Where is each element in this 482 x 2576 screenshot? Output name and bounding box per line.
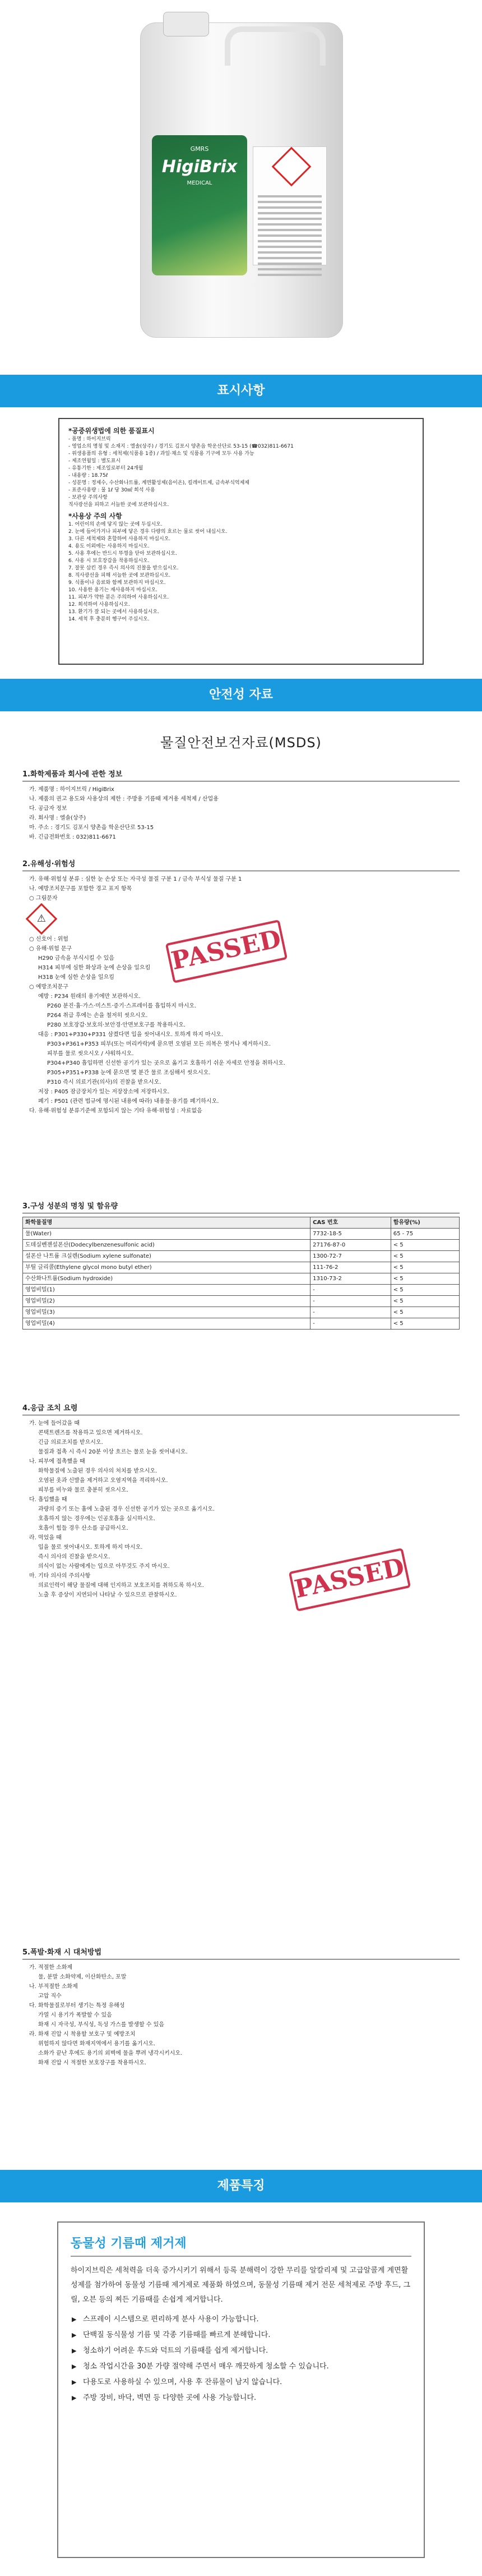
table-cell: < 5 [391, 1273, 459, 1285]
corrosion-pictogram-icon: ⚠ [26, 903, 58, 935]
msds-line: 라. 화재 진압 시 착용할 보호구 및 예방조치 [29, 2031, 136, 2037]
feature-item: ▶ 청소 작업시간을 30분 가량 절약해 주면서 매우 깨끗하게 청소할 수 있습니다. [71, 2360, 411, 2373]
table-cell: 111-76-2 [310, 1262, 391, 1273]
corrosive-icon [272, 147, 312, 187]
msds-line: 입을 물로 씻어내시오. 토하게 하지 마시오. [38, 1544, 143, 1551]
label-line: - 영업소의 명칭 및 소재지 : 엘솔(상주) / 경기도 김포시 양촌읍 학운산단로 53-15 (☎032)811-6671 [68, 444, 294, 449]
caution-line: 10. 사용한 용기는 재사용하지 마십시오. [68, 587, 158, 593]
msds-line: 긴급 의료조치를 받으시오. [38, 1439, 103, 1446]
canister-cap [163, 12, 209, 36]
table-cell: 설폰산 나트륨 크실렌(Sodium xylene sulfonate) [23, 1251, 310, 1262]
table-cell: 65 - 75 [391, 1229, 459, 1240]
msds-line: 가. 눈에 들어갔을 때 [29, 1420, 80, 1427]
msds-line: P260 분진·흄·가스·미스트·증기·스프레이를 흡입하지 마시오. [47, 1003, 197, 1009]
msds-line: 화학물질에 노출된 경우 의사의 처치를 받으시오. [38, 1468, 157, 1474]
msds-line: 위험하지 않다면 화재지역에서 용기를 옮기시오. [38, 2041, 156, 2047]
msds-line: 콘택트렌즈를 착용하고 있으면 제거하시오. [38, 1430, 143, 1436]
table-cell: - [310, 1307, 391, 1318]
msds-line: 화재 진압 시 적절한 보호장구를 착용하시오. [38, 2060, 146, 2066]
msds-line: 마. 기타 의사의 주의사항 [29, 1573, 91, 1579]
table-cell: 수산화나트륨(Sodium hydroxide) [23, 1273, 310, 1285]
table-cell: 영업비밀(4) [23, 1318, 310, 1330]
feature-item: ▶ 스프레이 시스템으로 편리하게 분사 사용이 가능합니다. [71, 2313, 411, 2326]
label-line: - 위생용품의 유형 : 세척제(식품용 1종) / 과일·채소 및 식품용 기구에 모두 사용 가능 [68, 451, 254, 457]
section-title: 2.유해성·위험성 [22, 858, 460, 871]
section-header-label: 표시사항 [0, 375, 482, 407]
msds-line: 다. 유해·위험성 분류기준에 포함되지 않는 기타 유해·위험성 : 자료없음 [29, 1108, 202, 1114]
label-line: - 표준사용량 : 물 1ℓ 당 30㎖ 희석 사용 [68, 487, 155, 493]
caution-line: 5. 사용 후에는 반드시 뚜껑을 닫아 보관하십시오. [68, 551, 177, 556]
caution-line: 4. 용도 이외에는 사용하지 마십시오. [68, 544, 150, 549]
table-cell: < 5 [391, 1296, 459, 1307]
table-cell: 도데실벤젠설폰산(Dodecylbenzenesulfonic acid) [23, 1240, 310, 1251]
divider [71, 2256, 411, 2257]
msds-line: 피부를 비누와 물로 충분히 씻으시오. [38, 1487, 128, 1493]
table-cell: - [310, 1285, 391, 1296]
msds-line: P305+P351+P338 눈에 묻으면 몇 분간 물로 조심해서 씻으시오. [47, 1070, 211, 1076]
table-row [23, 1285, 460, 1296]
table-cell: 영업비밀(2) [23, 1296, 310, 1307]
canister [140, 22, 343, 338]
msds-line: ○ 신호어 : 위험 [29, 936, 68, 942]
section-title: 4.응급 조치 요령 [22, 1402, 460, 1415]
label-line: 직사광선을 피하고 서늘한 곳에 보관하십시오. [68, 502, 169, 508]
msds-line: P303+P361+P353 피부(또는 머리카락)에 묻으면 오염된 모든 의복은 벗거나 제거하시오. [47, 1041, 271, 1047]
feature-item: ▶ 단백질 동식물성 기름 및 각종 기름때를 빠르게 분해합니다. [71, 2329, 411, 2342]
msds-line: 가. 적절한 소화제 [29, 1965, 73, 1971]
features-box [57, 2221, 425, 2558]
msds-section-1 [22, 769, 460, 842]
msds-line: 의식이 없는 사람에게는 입으로 아무것도 주지 마시오. [38, 1563, 170, 1570]
label-line: - 유통기한 : 제조일로부터 24개월 [68, 466, 143, 471]
table-cell: 부틸 글리콜(Ethylene glycol mono butyl ether) [23, 1262, 310, 1273]
table-cell: < 5 [391, 1318, 459, 1330]
table-row [23, 1318, 460, 1330]
msds-line: 가. 유해·위험성 분류 : 심한 눈 손상 또는 자극성 물질 구분 1 / 금속 부식성 물질 구분 1 [29, 876, 242, 882]
features-intro: 하이지브릭은 세척력을 더욱 증가시키기 위해서 등록 분해력이 강한 무리를 알칼리제 및 고급알콜계 계면활성제를 첨가하여 동물성 기름때 제거제로 제품화 하였으며, 동물성 기름때 제거 전문 세척제로 주방 후드, 그릴, 오븐 등의 찌든 기름때를 손쉽게 제거합니다. [71, 2266, 411, 2304]
msds-line: 바. 긴급전화번호 : 032)811-6671 [29, 834, 116, 840]
section-header-features: 제품특징 [0, 2170, 482, 2202]
label-box-heading-1: *공중위생법에 의한 품질표시 [68, 427, 155, 435]
table-cell: 1300-72-7 [310, 1251, 391, 1262]
msds-line: 라. 회사명 : 엘솔(상주) [29, 815, 86, 821]
passed-stamp: PASSED [165, 919, 288, 983]
table-cell: 영업비밀(1) [23, 1285, 310, 1296]
table-row [23, 1307, 460, 1318]
msds-line: 예방 : P234 원래의 용기에만 보관하시오. [38, 993, 141, 1000]
caution-line: 6. 사용 시 보호장갑을 착용하십시오. [68, 558, 150, 564]
msds-line: 나. 제품의 권고 용도와 사용상의 제한 : 주방용 기름때 제거용 세척제 / 산업용 [29, 796, 219, 802]
section-title: 1.화학제품과 회사에 관한 정보 [22, 769, 460, 781]
label-box [58, 418, 424, 665]
caution-line: 12. 희석하여 사용하십시오. [68, 602, 130, 608]
table-cell: - [310, 1296, 391, 1307]
table-cell: 27176-87-0 [310, 1240, 391, 1251]
table-cell: 7732-18-5 [310, 1229, 391, 1240]
table-cell: < 5 [391, 1240, 459, 1251]
product-image [0, 0, 482, 359]
table-cell: - [310, 1318, 391, 1330]
section-title: 5.폭발·화재 시 대처방법 [22, 1947, 460, 1959]
label-name: HigiBrix [161, 157, 238, 177]
msds-line: 나. 부적절한 소화제 [29, 1984, 78, 1990]
hazard-label [253, 146, 327, 265]
table-row [23, 1240, 460, 1251]
msds-line: P304+P340 흡입하면 신선한 공기가 있는 곳으로 옮기고 호흡하기 쉬운 자세로 안정을 취하시오. [47, 1060, 286, 1066]
caution-line: 7. 잘못 삼킨 경우 즉시 의사의 진찰을 받으십시오. [68, 565, 179, 571]
table-cell: 물(Water) [23, 1229, 310, 1240]
table-row [23, 1296, 460, 1307]
msds-line: 즉시 의사의 진찰을 받으시오. [38, 1554, 110, 1560]
label-box-heading-2: *사용상 주의 사항 [68, 512, 122, 520]
msds-line: 호흡하지 않는 경우에는 인공호흡을 실시하시오. [38, 1516, 156, 1522]
msds-line: 가열 시 용기가 폭발할 수 있음 [38, 2012, 112, 2018]
table-header: 함유량(%) [391, 1217, 459, 1229]
msds-line: 오염된 옷과 신발을 제거하고 오염지역을 격리하시오. [38, 1478, 168, 1484]
msds-line: 라. 먹었을 때 [29, 1535, 62, 1541]
msds-line: 고압 직수 [38, 1993, 62, 1999]
msds-line: 호흡이 힘들 경우 산소를 공급하시오. [38, 1525, 128, 1531]
table-cell: < 5 [391, 1285, 459, 1296]
table-row [23, 1262, 460, 1273]
msds-line: 대응 : P301+P330+P331 삼켰다면 입을 씻어내시오. 토하게 하지 마시오. [38, 1032, 224, 1038]
msds-line: ○ 유해·위험 문구 [29, 946, 72, 952]
table-header: 화학물질명 [23, 1217, 310, 1229]
msds-line: 폐기 : P501 (관련 법규에 명시된 내용에 따라) 내용물·용기를 폐기하시오. [38, 1098, 219, 1105]
features-title: 동물성 기름때 제거제 [71, 2237, 187, 2251]
msds-section-3 [22, 1200, 460, 1330]
table-header: CAS 번호 [310, 1217, 391, 1229]
table-cell: < 5 [391, 1262, 459, 1273]
msds-line: ○ 예방조치문구 [29, 984, 68, 990]
msds-line: 노출 후 증상이 지연되어 나타날 수 있으므로 관찰하시오. [38, 1592, 177, 1598]
msds-line: 다. 흡입했을 때 [29, 1497, 67, 1503]
msds-line: 물, 분말 소화약제, 이산화탄소, 포말 [38, 1974, 127, 1980]
canister-handle [225, 26, 326, 66]
caution-line: 1. 어린이의 손에 닿지 않는 곳에 두십시오. [68, 522, 163, 527]
table-cell: 1310-73-2 [310, 1273, 391, 1285]
msds-line: 과량의 증기 또는 흄에 노출된 경우 신선한 공기가 있는 곳으로 옮기시오. [38, 1506, 215, 1512]
table-cell: < 5 [391, 1307, 459, 1318]
table-cell: < 5 [391, 1251, 459, 1262]
section-header-msds: 안전성 자료 [0, 679, 482, 711]
msds-line: P264 취급 후에는 손을 철저히 씻으시오. [47, 1013, 148, 1019]
feature-item: ▶ 다용도로 사용하실 수 있으며, 사용 후 잔류물이 남지 않습니다. [71, 2376, 411, 2389]
feature-item: ▶ 청소하기 어려운 후드와 덕트의 기름때를 쉽게 제거합니다. [71, 2344, 411, 2358]
caution-line: 11. 피부가 약한 분은 주의하여 사용하십시오. [68, 595, 169, 600]
table-row [23, 1273, 460, 1285]
msds-line: 나. 예방조치문구를 포함한 경고 표지 항목 [29, 886, 132, 892]
product-label [152, 135, 247, 275]
caution-line: 3. 다른 세척제와 혼합하여 사용하지 마십시오. [68, 536, 171, 542]
msds-line: 의료인력이 해당 물질에 대해 인지하고 보호조치를 취하도록 하시오. [38, 1583, 204, 1589]
composition-table [22, 1217, 460, 1330]
msds-line: P310 즉시 의료기관(의사)의 진찰을 받으시오. [47, 1079, 161, 1085]
msds-title: 물질안전보건자료(MSDS) [160, 735, 322, 751]
label-line: - 제조연월일 : 별도표시 [68, 458, 121, 464]
table-row [23, 1251, 460, 1262]
msds-line: 가. 제품명 : 하이지브릭 / HigiBrix [29, 786, 114, 793]
msds-line: H314 피부에 심한 화상과 눈에 손상을 일으킴 [38, 965, 151, 971]
label-brand: GMRS [190, 145, 209, 153]
caution-line: 9. 식품이나 음료와 함께 보관하지 마십시오. [68, 580, 166, 586]
label-line: - 품명 : 하이지브릭 [68, 436, 111, 442]
feature-item: ▶ 주방 장비, 바닥, 벽면 등 다양한 곳에 사용 가능합니다. [71, 2391, 411, 2405]
caution-line: 8. 직사광선을 피해 서늘한 곳에 보관하십시오. [68, 573, 171, 578]
caution-line: 2. 눈에 들어가거나 피부에 닿은 경우 다량의 흐르는 물로 씻어 내십시오. [68, 529, 228, 535]
msds-line: 다. 화학물질로부터 생기는 특정 유해성 [29, 2003, 125, 2009]
caution-line: 13. 환기가 잘 되는 곳에서 사용하십시오. [68, 609, 159, 615]
table-header-row [23, 1217, 460, 1229]
msds-line: 피부를 물로 씻으시오 / 샤워하시오. [47, 1051, 134, 1057]
table-row [23, 1229, 460, 1240]
msds-line: 다. 공급자 정보 [29, 806, 67, 812]
msds-line: 저장 : P405 잠금장치가 있는 저장장소에 저장하시오. [38, 1089, 170, 1095]
label-line: - 보관상 주의사항 [68, 495, 108, 500]
msds-section-5 [22, 1947, 460, 2068]
msds-line: H290 금속을 부식시킬 수 있음 [38, 955, 114, 962]
msds-line: 화재 시 자극성, 부식성, 독성 가스를 발생할 수 있음 [38, 2022, 164, 2028]
label-line: - 성분명 : 정제수, 수산화나트륨, 계면활성제(음이온), 킬레이트제, 금속부식억제제 [68, 480, 249, 486]
table-cell: 영업비밀(3) [23, 1307, 310, 1318]
msds-line: ○ 그림문자 [29, 895, 58, 901]
msds-line: P280 보호장갑·보호의·보안경·안면보호구를 착용하시오. [47, 1022, 186, 1028]
passed-stamp: PASSED [289, 1548, 411, 1612]
label-sub: MEDICAL [187, 180, 212, 186]
caution-line: 14. 세척 후 충분히 헹구어 주십시오. [68, 617, 150, 622]
msds-section-2 [22, 858, 460, 1116]
msds-line: H318 눈에 심한 손상을 일으킴 [38, 974, 114, 981]
label-line: - 내용량 : 18.75ℓ [68, 473, 108, 479]
msds-line: 소화가 끝난 후에도 용기의 외벽에 물을 뿌려 냉각시키시오. [38, 2050, 183, 2057]
msds-line: 마. 주소 : 경기도 김포시 양촌읍 학운산단로 53-15 [29, 825, 154, 831]
msds-line: 나. 피부에 접촉했을 때 [29, 1459, 85, 1465]
section-title: 3.구성 성분의 명칭 및 함유량 [22, 1200, 460, 1213]
msds-line: 물질과 접촉 시 즉시 20분 이상 흐르는 물로 눈을 씻어내시오. [38, 1449, 188, 1455]
